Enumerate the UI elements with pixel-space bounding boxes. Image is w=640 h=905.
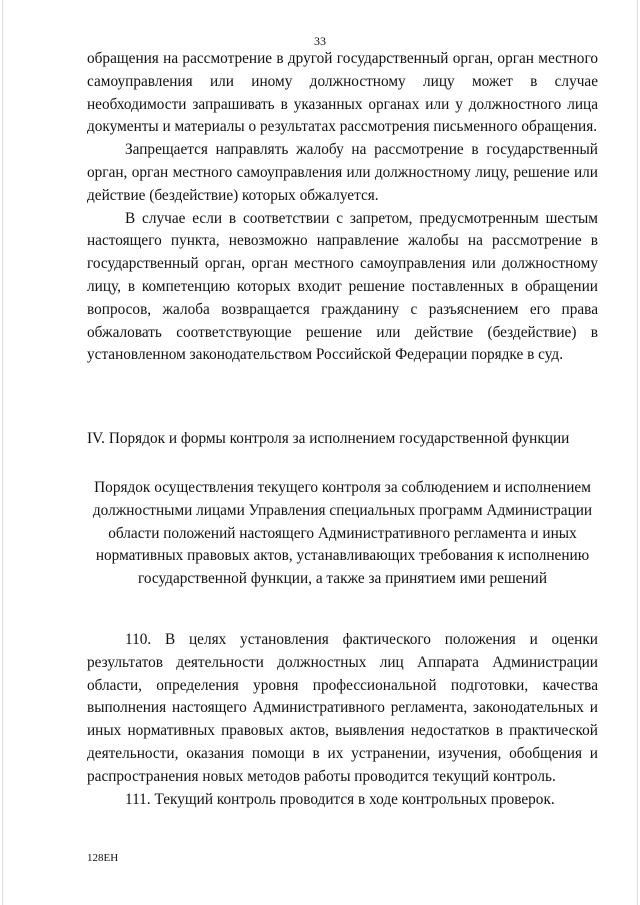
page-number: 33 xyxy=(314,34,326,48)
section-heading: IV. Порядок и формы контроля за исполнением государственной функции xyxy=(87,430,570,447)
paragraph: В случае если в соответствии с запретом, предусмотренным шестым настоящего пункта, невозможно направление жалобы на рассмотрение в государственный орган, орган местного самоуправления или должностному лицу, в компетенцию которых входит решение поставленных в обращении вопросов, жалоба возвращается гражданину с разъяснением его права обжаловать соответствующие решение или действие (бездействие) в установленном законодательством Российской Федерации порядке в суд. xyxy=(87,209,598,364)
subsection-heading: Порядок осуществления текущего контроля за соблюдением и исполнением должностными лицами Управления специальных программ Администрации области положений настоящего Административного регламента и иных нормативных правовых актов, устанавливающих требования к исполнению государственной функции, а также за принятием ими решений xyxy=(92,479,593,588)
paragraph: 111. Текущий контроль проводится в ходе контрольных проверок. xyxy=(125,790,555,808)
text-block-top xyxy=(87,48,598,367)
paragraph: 110. В целях установления фактического положения и оценки результатов деятельности должностных лиц Аппарата Администрации области, определения уровня профессиональной подготовки, качества выполнения настоящего Административного регламента, законодательных и иных нормативных правовых актов, выявления недостатков в практической деятельности, оказания помощи в их устранении, изучения, обобщения и распространения новых методов работы проводится текущий контроль. xyxy=(87,631,598,785)
paragraph: обращения на рассмотрение в другой государственный орган, орган местного самоуправления или иному должностному лицу может в случае необходимости запрашивать в указанных органах или у должностного лица документы и материалы о результатах рассмотрения письменного обращения. xyxy=(87,50,598,136)
text-block-bottom xyxy=(87,629,598,811)
scan-edge-right xyxy=(637,0,638,905)
paragraph: Запрещается направлять жалобу на рассмотрение в государственный орган, орган местного самоуправления или должностному лицу, решение или действие (бездействие) которых обжалуется. xyxy=(87,141,598,204)
document-code: 128ЕН xyxy=(87,852,119,864)
scan-edge-left xyxy=(2,0,3,905)
